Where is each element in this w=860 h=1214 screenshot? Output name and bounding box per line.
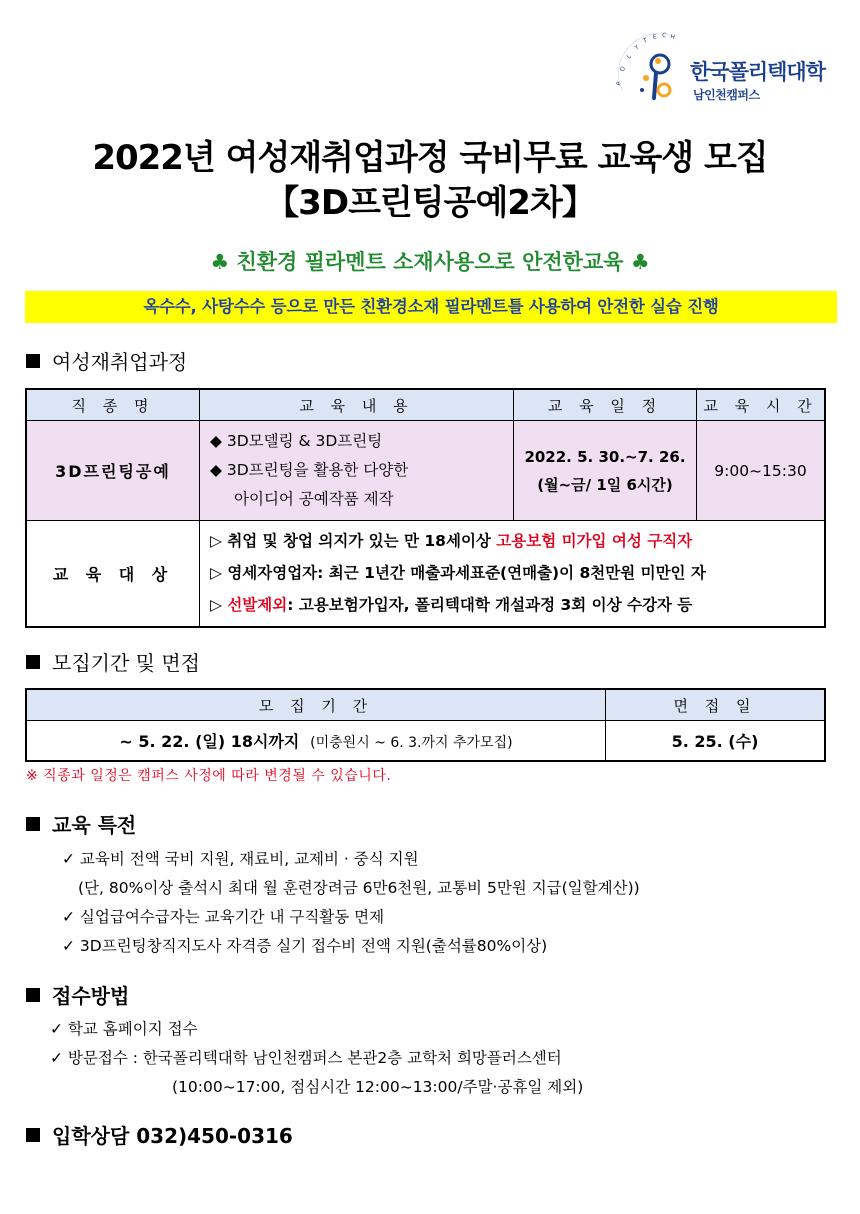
recruit-table [25, 688, 826, 762]
target-line-2: ▷ 영세자영업자: 최근 1년간 매출과세표준(연매출)이 8천만원 미만인 자 [210, 564, 706, 583]
course-time: 9:00~15:30 [697, 421, 826, 521]
exclusion-text: : 고용보험가입자, 폴리텍대학 개설과정 3회 이상 수강자 등 [287, 596, 693, 615]
contact-phone: 입학상담 032)450-0316 [52, 1124, 293, 1148]
square-bullet-icon [26, 655, 40, 669]
section-heading-benefits [26, 809, 136, 838]
square-bullet-icon [26, 1128, 40, 1142]
page-title: 2022년 여성재취업과정 국비무료 교육생 모집 [92, 138, 768, 178]
square-bullet-icon [26, 988, 40, 1002]
section-heading-course [26, 346, 187, 375]
apply-item-hours: (10:00~17:00, 점심시간 12:00~13:00/주말·공휴일 제외) [172, 1078, 584, 1096]
content-line: ◆ 3D모델링 & 3D프린팅 [210, 432, 383, 450]
section-title: 여성재취업과정 [52, 350, 188, 374]
apply-item: ✓ 방문접수 : 한국폴리텍대학 남인천캠퍼스 본관2층 교학처 희망플러스센터 [50, 1049, 562, 1067]
course-table [25, 388, 826, 628]
col-header-period: 모 집 기 간 [26, 689, 606, 721]
content-line: 아이디어 공예작품 제작 [234, 490, 394, 508]
square-bullet-icon [26, 817, 40, 831]
exclusion-label: 선발제외 [227, 596, 288, 615]
logo-college-name: 한국폴리텍대학 [690, 60, 826, 84]
section-heading-contact [26, 1120, 293, 1149]
section-title: 교육 특전 [52, 813, 137, 837]
target-highlight: 고용보험 미가입 여성 구직자 [496, 532, 693, 551]
target-label: 교 육 대 상 [26, 521, 200, 627]
schedule-notice: ※ 직종과 일정은 캠퍼스 사정에 따라 변경될 수 있습니다. [26, 768, 392, 784]
course-schedule [514, 421, 697, 521]
svg-text:H: H [669, 33, 676, 42]
benefit-item: ✓ 실업급여수급자는 교육기간 내 구직활동 면제 [62, 908, 385, 926]
course-content [200, 421, 514, 521]
col-header-schedule: 교 육 일 정 [514, 389, 697, 421]
col-header-content: 교 육 내 용 [200, 389, 514, 421]
svg-text:L: L [625, 53, 633, 61]
eco-heading: ♣ 친환경 필라멘트 소재사용으로 안전한교육 ♣ [210, 250, 650, 274]
period-note: (미충원시 ~ 6. 3.까지 추가모집) [310, 734, 513, 751]
section-heading-apply [26, 980, 129, 1009]
benefit-item: ✓ 교육비 전액 국비 지원, 재료비, 교제비 · 중식 지원 [62, 850, 419, 868]
content-line: ◆ 3D프린팅을 활용한 다양한 [210, 461, 409, 479]
highlight-banner [25, 291, 837, 323]
target-line-1 [210, 525, 824, 557]
col-header-time: 교 육 시 간 [697, 389, 826, 421]
apply-item: ✓ 학교 홈페이지 접수 [50, 1020, 198, 1038]
benefit-item-note: (단, 80%이상 출석시 최대 월 훈련장려금 6만6천원, 교통비 5만원 지급(일할계산)) [78, 879, 640, 897]
interview-date: 5. 25. (수) [606, 721, 826, 761]
schedule-dates: 2022. 5. 30.~7. 26. [524, 447, 686, 466]
svg-text:P: P [615, 80, 624, 87]
square-bullet-icon [26, 354, 40, 368]
arrow-text: ▷ [210, 596, 228, 615]
section-title: 접수방법 [52, 984, 130, 1008]
svg-text:T: T [642, 37, 649, 45]
recruit-period [26, 721, 606, 761]
benefit-item: ✓ 3D프린팅창직지도사 자격증 실기 접수비 전액 지원(출석률80%이상) [62, 937, 548, 955]
page-subtitle: 【3D프린팅공예2차】 [265, 183, 595, 223]
svg-text:E: E [652, 33, 658, 41]
period-deadline: ~ 5. 22. (일) 18시까지 [119, 731, 300, 751]
section-title: 모집기간 및 면접 [52, 651, 200, 675]
course-name: 3D프린팅공예 [26, 421, 200, 521]
section-heading-recruit [26, 647, 200, 676]
svg-text:C: C [661, 32, 667, 40]
svg-text:O: O [618, 65, 628, 74]
target-description [200, 521, 826, 627]
schedule-days: (월~금/ 1일 6시간) [537, 475, 673, 494]
col-header-interview: 면 접 일 [606, 689, 826, 721]
banner-text: 옥수수, 사탕수수 등으로 만든 친환경소재 필라멘트틀 사용하여 안전한 실습 진행 [143, 297, 719, 316]
target-line-3 [210, 589, 824, 621]
svg-text:Y: Y [633, 43, 641, 52]
target-text: ▷ 취업 및 창업 의지가 있는 만 18세이상 [210, 532, 497, 551]
logo-campus-name: 남인천캠퍼스 [693, 88, 760, 102]
col-header-job: 직 종 명 [26, 389, 200, 421]
